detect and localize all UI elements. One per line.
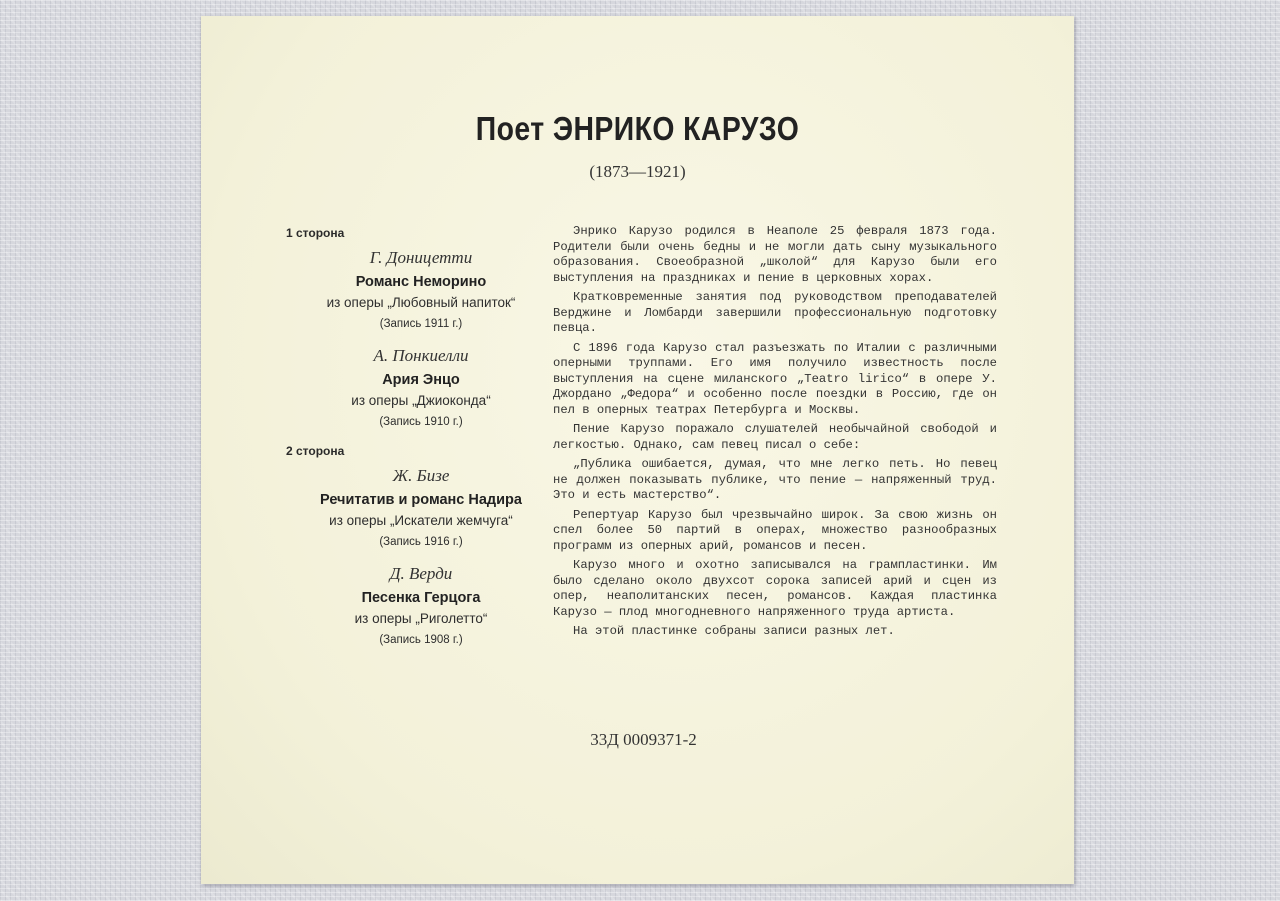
track-item [281, 564, 561, 646]
track-title: Ария Энцо [382, 372, 460, 388]
track-recording-year: (Запись 1910 г.) [379, 416, 463, 428]
bio-paragraph: С 1896 года Карузо стал разъезжать по Италии с различными оперными труппами. Его имя получило известность после выступления на сцене миланского „Teatro lirico“ в опере У. Джордано „Федора“ и особенно после поездки в Россию, где он пел в оперных театрах Петербурга и Москвы. [553, 340, 997, 417]
track-opera: из оперы „Искатели жемчуга“ [329, 513, 513, 528]
track-composer: Д. Верди [389, 564, 453, 583]
side-1-label: 1 сторона [286, 226, 345, 240]
bio-paragraph: Энрико Карузо родился в Неаполе 25 февраля 1873 года. Родители были очень бедны и не могли дать сыну музыкального образования. Своеобразной „школой“ для Карузо были его выступления на праздниках и пение в церковных хорах. [553, 224, 997, 285]
track-opera: из оперы „Любовный напиток“ [326, 295, 516, 310]
track-recording-year: (Запись 1916 г.) [379, 536, 463, 548]
track-recording-year: (Запись 1908 г.) [379, 634, 463, 646]
track-opera: из оперы „Риголетто“ [354, 611, 488, 626]
track-composer: Г. Доницетти [369, 248, 473, 267]
bio-quote: „Публика ошибается, думая, что мне легко петь. Но певец не должен показывать публике, что пение — напряженный труд. Это и есть мастерство“. [553, 457, 997, 502]
bio-paragraph: Репертуар Карузо был чрезвычайно широк. За свою жизнь он спел более 50 партий в операх, множество разнообразных программ из оперных арий, романсов и песен. [553, 507, 997, 553]
track-title: Песенка Герцога [361, 590, 481, 606]
side-2-label: 2 сторона [286, 444, 345, 458]
track-item [281, 346, 561, 428]
bio-paragraph: На этой пластинке собраны записи разных лет. [573, 624, 895, 638]
track-title: Романс Неморино [355, 274, 487, 290]
biography-text [553, 224, 997, 644]
catalog-number: 33Д 0009371-2 [590, 730, 697, 749]
track-composer: Ж. Бизе [392, 466, 450, 485]
track-opera: из оперы „Джиоконда“ [351, 393, 491, 408]
track-composer: А. Понкиелли [373, 346, 469, 365]
page-title: Поет ЭНРИКО КАРУЗО [475, 110, 800, 147]
bio-paragraph: Пение Карузо поражало слушателей необычайной свободой и легкостью. Однако, сам певец писал о себе: [553, 422, 997, 452]
track-list [281, 226, 561, 662]
track-recording-year: (Запись 1911 г.) [379, 318, 463, 330]
record-sleeve-back [201, 16, 1074, 884]
track-item [281, 466, 561, 548]
bio-paragraph: Карузо много и охотно записывался на грампластинки. Им было сделано около двухсот сорока записей арий и сцен из опер, неаполитанских песен, романсов. Каждая пластинка Карузо — плод многодневного напряженного труда артиста. [553, 558, 997, 619]
life-years: (1873—1921) [589, 162, 686, 181]
track-title: Речитатив и романс Надира [320, 492, 522, 508]
bio-paragraph: Кратковременные занятия под руководством преподавателей Верджине и Ломбарди завершили профессиональную подготовку певца. [553, 290, 997, 335]
track-item [281, 248, 561, 330]
